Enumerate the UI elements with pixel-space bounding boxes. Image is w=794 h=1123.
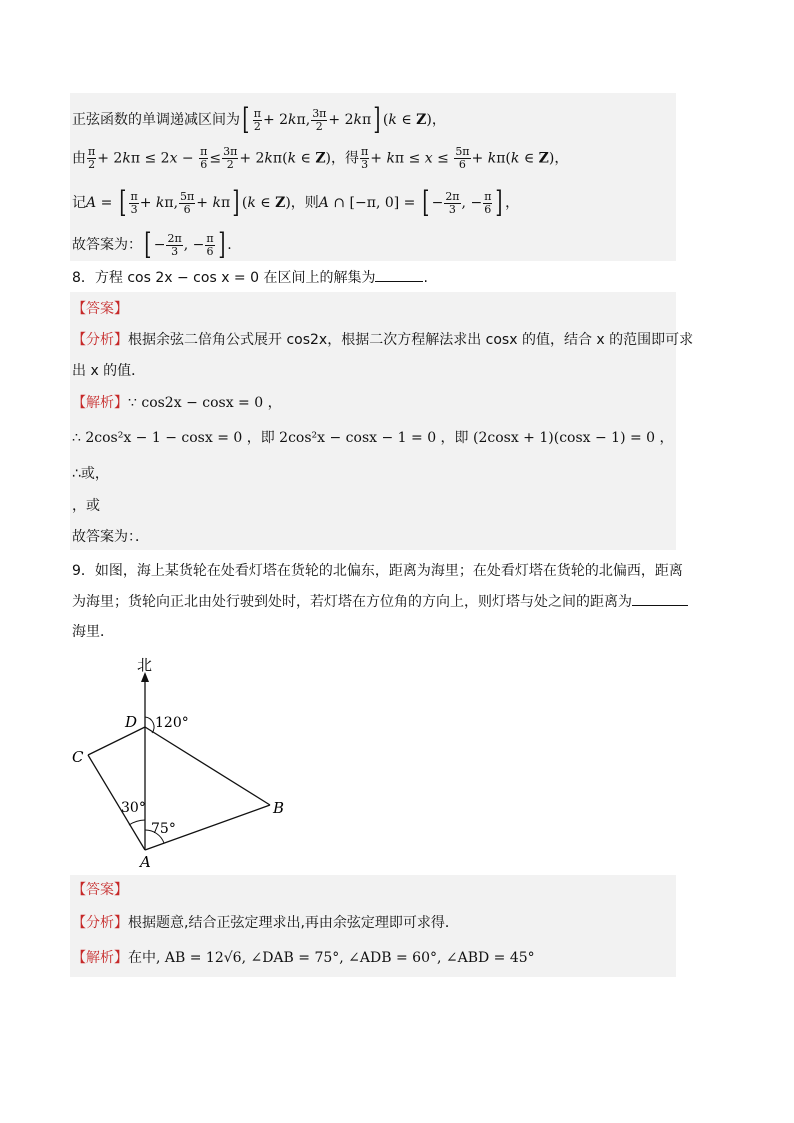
question-8: 8．方程 cos 2x − cos x = 0 在区间上的解集为 . (72, 270, 428, 286)
solution-q8-b: ∴ 2cos²x − 1 − cosx = 0 ，即 2cos²x − cosx − 1 = 0 ，即 (2cosx + 1)(cosx − 1) = 0 ， (72, 430, 674, 446)
answer-blank (375, 269, 423, 282)
point-A-label: A (140, 853, 151, 871)
solution-q9: 【解析】在中, AB = 12√6, ∠DAB = 75°, ∠ADB = 60°, ∠ABD = 45° (72, 950, 535, 966)
question-9-line1: 9．如图，海上某货轮在处看灯塔在货轮的北偏东，距离为海里；在处看灯塔在货轮的北偏西，距离 (72, 563, 683, 579)
set-A-line: 记A = [ $\frac{\pi}{3}$ + kπ, $\frac{5\pi}{6}$ + kπ] (k ∈ Z)，则A ∩ [−π, 0] = [ − $\frac{2\pi}{3}$ , − $\frac{\pi}{6}$ ] ， (72, 185, 520, 220)
angle-120-label: 120° (155, 715, 189, 731)
point-C-label: C (72, 748, 84, 766)
analysis-q9: 【分析】根据题意,结合正弦定理求出,再由余弦定理即可求得． (72, 915, 459, 931)
angle-75-label: 75° (151, 821, 176, 837)
angle-30-label: 30° (121, 800, 146, 816)
solution-q8-d: ，或 (72, 498, 100, 514)
question-9-line2: 为海里；货轮向正北由处行驶到处时，若灯塔在方位角的方向上，则灯塔与处之间的距离为 (72, 592, 688, 612)
answer-line-7: 故答案为：[ − $\frac{2\pi}{3}$ , − $\frac{\pi}{6}$ ] . (72, 227, 232, 262)
analysis-q8-cont: 出 x 的值． (72, 363, 146, 379)
angle-arc-30 (129, 820, 145, 825)
answer-blank (632, 593, 688, 606)
inequality-line: 由 $\frac{\pi}{2}$ + 2kπ ≤ 2x − $\frac{\pi}{6}$ ≤ $\frac{3\pi}{2}$ + 2kπ(k ∈ Z)，得 $\frac{\pi}{3}$ + kπ ≤ x ≤ $\frac{5\pi}{6}$ + kπ(k ∈ Z)， (72, 145, 569, 171)
solution-q8-a: 【解析】∵ cos2x − cosx = 0 ， (72, 395, 282, 411)
monotonic-interval-line: 正弦函数的单调递减区间为[ $\frac{\pi}{2}$ + 2kπ, $\frac{3\pi}{2}$ + 2kπ] (k ∈ Z)， (72, 102, 446, 137)
solution-q8-c: ∴或， (72, 466, 109, 482)
solution-q8-e: 故答案为：． (72, 529, 149, 545)
analysis-q8: 【分析】根据余弦二倍角公式展开 cos2x，根据二次方程解法求出 cosx 的值，结合 x 的范围即可求 (72, 332, 694, 348)
point-D-label: D (125, 713, 138, 731)
segment-DB (145, 727, 270, 805)
north-label: 北 (137, 656, 153, 674)
question-9-line3: 海里． (72, 624, 114, 640)
answer-tag-q9: 【答案】 (72, 882, 128, 898)
answer-tag-q8: 【答案】 (72, 301, 128, 317)
point-B-label: B (273, 799, 285, 817)
segment-DC (88, 727, 145, 755)
angle-arc-120 (145, 717, 154, 733)
navigation-diagram (60, 650, 320, 872)
